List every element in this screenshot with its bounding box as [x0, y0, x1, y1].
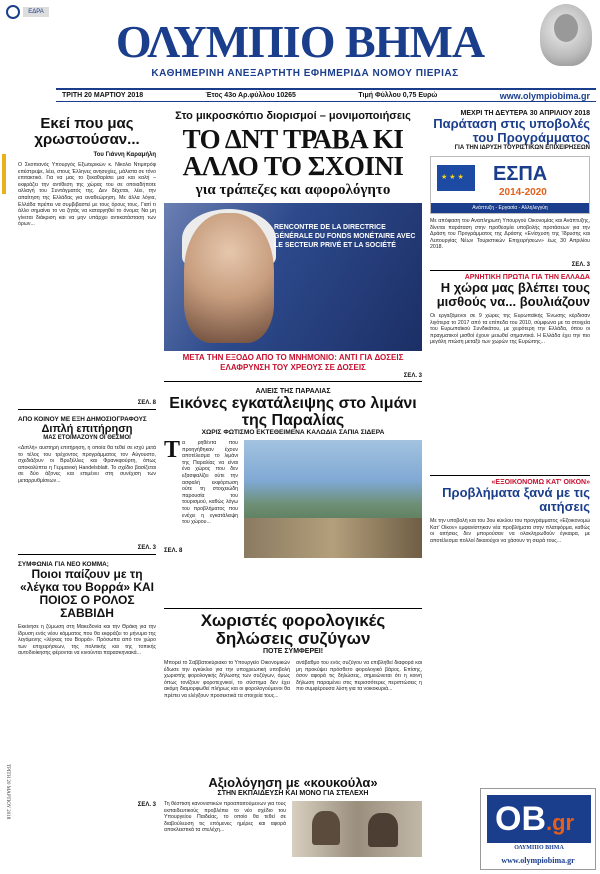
espa-band: Ανάπτυξη - Εργασία - Αλληλεγγύη — [431, 203, 589, 213]
story-title[interactable]: Παράταση στις υποβολές του Προγράμματος — [433, 116, 590, 145]
story-body: Τη θέσπιση κανονιστικών προαπαιτούμενων για τους εκπαιδευτικούς προβλέπει το νέο σχέδιο του Υπουργείου Παιδείας, το οποίο θα τεθεί σε διαβούλευση τις επόμενες ημέρες και αφορά αποκλειστικά τα στελέχη... — [164, 801, 286, 834]
story-kicker: ΑΡΝΗΤΙΚΗ ΠΡΩΤΙΑ ΓΙΑ ΤΗΝ ΕΛΛΑΔΑ — [464, 274, 590, 281]
statue-emblem-icon — [540, 4, 592, 66]
story-body: Με απόφαση του Αναπληρωτή Υπουργού Οικονομίας και Ανάπτυξης, δίνεται παράταση στην προθεσμία υποβολής προτάσεων για την Δράση του Προγράμματος της Δράσης «Ενίσχυση της Ίδρυσης και Λειτουργίας Νέων Τουριστικών Επιχειρήσεων» έως 30 Απριλίου 2018. — [430, 218, 590, 251]
story-subtitle: ΓΙΑ ΤΗΝ ΙΔΡΥΣΗ ΤΟΥΡΙΣΤΙΚΩΝ ΕΠΙΧΕΙΡΗΣΕΩΝ — [454, 145, 590, 151]
issue-number: Έτος 43ο Αρ.φύλλου 10265 — [205, 92, 296, 99]
opinion-body: Ο Σκοπιανός Υπουργός Εξωτερικών κ. Νίκολα Ντιμιτρόφ επέστρεψε, λέει, στους Έλληνες ανησυχίες, μάλιστα σε τόνο επιτακτικό. Για να μας το ξεκαθαρίσει μια και καλή – εκφράζει την αντίθεση της χώρας του σε οποιαδήποτε αλλαγή του Συντάγματός της. Δεν δέχεται, λέει, την απαίτηση της Ελλάδας για αναθεώρηση. Με άλλα λόγια, Ελλάδα πρέπει να συμβιβαστεί με τους όρους τους. Γιατί τι άλλο σημαίνει το να ζητάς να καταργηθεί το όνομα; Να μη γίνεται διάκριση και να μην υπάρχει αντικατάσταση των όρων... — [18, 162, 156, 228]
page-ref: ΣΕΛ. 8 — [164, 548, 183, 554]
lead-caption: ΜΕΤΑ ΤΗΝ ΕΞΟΔΟ ΑΠΟ ΤΟ ΜΝΗΜΟΝΙΟ: ΑΝΤΙ ΓΙΑ ΔΟΣΕΙΣ ΕΛΑΦΡΥΝΣΗ ΤΟΥ ΧΡΕΟΥΣ ΣΕ ΔΟΣΕΙΣ — [182, 353, 404, 372]
bottom-center — [164, 608, 422, 857]
story-text — [164, 437, 238, 558]
story-col-1: Μπορεί το Σαββατοκύριακο το Υπουργείο Οικονομικών έδωσε την εγκύκλιο για την υποχρεωτική υποβολή χωριστής φορολογικής δήλωσης των συζύγων, όμως όπως τονίζουν φοροτεχνικοί, το σύστημα δεν έχει ακόμη διαμορφωθεί πλήρως και οι φορολογούμενοι θα πρέπει να ελέγξουν προσεκτικά τα στοιχεία τους... — [164, 660, 290, 699]
story-body: «Διπλή» αυστηρή επιτήρηση, η οποία θα τεθεί σε ισχύ μετά το τέλος του τρέχοντος προγράμματος τον Αύγουστο, σχεδιάζουν οι Βρυξέλλες και Φρανκφούρτη, όπως αποκαλύπτει η Γερμανική Handelsblatt. Το σχέδιο βασίζεται σε δύο άξονες και επιμένει στη συνέχιση των μεταρρυθμίσεων... — [18, 445, 156, 484]
website-link[interactable]: www.olympiobima.gr — [499, 90, 590, 101]
ob-website[interactable]: www.olympiobima.gr — [501, 856, 575, 865]
story-title[interactable]: Διπλή επιτήρηση — [41, 423, 133, 435]
harbor-photo — [244, 440, 422, 558]
left-column — [18, 110, 156, 808]
divider — [430, 475, 590, 476]
eu-flag-icon — [437, 165, 475, 191]
circle-logo-icon — [6, 5, 20, 19]
story-kicker: «ΕΞΟΙΚΟΝΟΜΩ ΚΑΤ' ΟΙΚΟΝ» — [491, 479, 590, 486]
espa-logo: ΕΣΠΑ — [493, 163, 548, 185]
page-ref: ΣΕΛ. 8 — [137, 400, 156, 406]
story-subtitle: ΣΤΗΝ ΕΚΠΑΙΔΕΥΣΗ ΚΑΙ ΜΟΝΟ ΓΙΑ ΣΤΕΛΕΧΗ — [217, 790, 369, 797]
masthead — [70, 18, 530, 68]
side-color-mark — [2, 154, 6, 194]
story-body: Εκκίνησε η ζύμωση στη Μακεδονία και την Θράκη για την ίδρυση ενός νέου κόμματος που θα εκφράζει το μήνυμα της λεγόμενης «λέγκας του Βορρά». Πρόσωπα από τον χώρο των επιχειρήσεων, της πολιτικής και της τοπικής αυτοδιοίκησης φέρονται να κινούνται παρασκηνιακά... — [18, 624, 156, 657]
info-bar — [56, 88, 596, 102]
divider — [430, 270, 590, 271]
story-col-2: ανάβαθμο του ενός συζύγου να επιβληθεί διαφορά και μη προκύψει πρόσθετο φορολογικό βάρος. Επίσης, όσον αφορά τις δηλώσεις, σημειώνεται ότι η κοινή δήλωση παραμένει στις περισσότερες περιπτώσεις η πιο συμφέρουσα λύση για τα νοικοκυριά... — [296, 660, 422, 693]
photo-banner-text: RENCONTRE DE LA DIRECTRICE GÉNÉRALE DU FONDS MONÉTAIRE AVEC LE SECTEUR PRIVÉ ET LA SOCIÉTÉ — [274, 224, 416, 249]
small-logo — [6, 4, 66, 20]
opinion-title[interactable]: Εκεί που μας χρωστούσαν... — [34, 115, 140, 148]
story-kicker: ΜΕΧΡΙ ΤΗ ΔΕΥΤΕΡΑ 30 ΑΠΡΙΛΙΟΥ 2018 — [460, 110, 590, 117]
spine-text: ΤΡΙΤΗ 20 ΜΑΡΤΙΟΥ 2018 — [5, 764, 10, 820]
divider — [164, 608, 422, 609]
divider — [18, 554, 156, 555]
ob-promo-box[interactable] — [480, 788, 596, 870]
story-row — [164, 437, 422, 558]
story-subtitle: ΧΩΡΙΣ ΦΩΤΙΣΜΟ ΕΚΤΕΘΕΙΜΕΝΑ ΚΑΛΩΔΙΑ ΣΑΠΙΑ ΣΙΔΕΡΑ — [201, 429, 385, 436]
espa-years: 2014-2020 — [499, 187, 547, 198]
lead-photo — [164, 203, 422, 351]
story-title[interactable]: Η χώρα μας βλέπει τους μισθούς να... βουλιάζουν — [436, 280, 590, 309]
center-column — [164, 110, 422, 558]
story-body: Με την υποβολή και του 3ου κύκλου του προγράμματος «Εξοικονομώ Κατ' Οίκον» εμφανίστηκαν νέα προβλήματα στην πλατφόρμα, καθώς οι αιτήσεις δεν μπορούσαν να ολοκληρωθούν έγκαιρα, με αποτέλεσμα πολλοί δικαιούχοι να χάσουν τη σειρά τους... — [430, 518, 590, 544]
issue-price: Τιμή Φύλλου 0,75 Ευρώ — [358, 92, 438, 99]
story-title[interactable]: Αξιολόγηση με «κουκούλα» — [208, 775, 378, 790]
story-title[interactable]: Χωριστές φορολογικές δηλώσεις συζύγων — [200, 611, 386, 648]
dropcap: Τ — [164, 437, 181, 463]
newspaper-name: ΟΛΥΜΠΙΟ ΒΗΜΑ — [115, 16, 485, 67]
small-logo-text: ΕΔΡΑ — [23, 7, 49, 17]
right-column — [430, 110, 590, 684]
story-title[interactable]: Ποιοι παίζουν με τη «λέγκα του Βορρά» ΚΑΙ ΠΟΙΟΣ Ο ΡΟΛΟΣ ΣΑΒΒΙΔΗ — [19, 567, 154, 620]
story-title[interactable]: Εικόνες εγκατάλειψης στο λιμάνι της Παραλίας — [169, 395, 417, 429]
masthead-subtitle: ΚΑΘΗΜΕΡΙΝΗ ΑΝΕΞΑΡΤΗΤΗ ΕΦΗΜΕΡΙΔΑ ΝΟΜΟΥ ΠΙΕΡΙΑΣ — [151, 68, 459, 79]
classroom-photo — [292, 801, 422, 857]
story-subtitle: ΠΟΤΕ ΣΥΜΦΕΡΕΙ! — [262, 648, 324, 655]
lead-kicker: Στο μικροσκόπιο διορισμοί – μονιμοποιήσεις — [175, 110, 411, 122]
lead-subhead: για τράπεζες και αφορολόγητο — [195, 182, 391, 198]
divider — [164, 381, 422, 382]
two-column-text — [164, 660, 422, 768]
story-body: Οι εργαζόμενοι σε 9 χώρες της Ευρωπαϊκής Ένωσης κέρδισαν λιγότερα το 2017 από τα επίπεδα του 2010, σύμφωνα με τα στοιχεία του Ευρωπαϊκού Συνδικάτου, με χειρότερη την Ελλάδα, όπου οι πραγματικοί μισθοί έχουν μειωθεί σημαντικά. Η Ελλάδα έχει την πιο μεγάλη πτώση μεταξύ των χωρών της Ευρώπης... — [430, 313, 590, 346]
issue-date: ΤΡΙΤΗ 20 ΜΑΡΤΙΟΥ 2018 — [62, 92, 144, 99]
story-kicker: ΑΛΙΕΙΣ ΤΗΣ ΠΑΡΑΛΙΑΣ — [255, 388, 331, 395]
page-ref: ΣΕΛ. 3 — [137, 545, 156, 551]
page-ref: ΣΕΛ. 3 — [571, 262, 590, 268]
story-tag: ΑΠΟ ΚΟΙΝΟΥ ΜΕ ΕΞΗ ΔΗΜΟΣΙΟΓΡΑΦΟΥΣ — [18, 416, 147, 423]
ob-logo-suffix: .gr — [546, 810, 575, 835]
ob-label: ΟΛΥΜΠΙΟ ΒΗΜΑ — [514, 845, 564, 851]
harbor-rocks — [244, 518, 422, 558]
story-title[interactable]: Προβλήματα ξανά με τις αιτήσεις — [442, 485, 590, 514]
story-subtitle: ΜΑΣ ΕΤΟΙΜΑΖΟΥΝ ΟΙ ΘΕΣΜΟΙ — [43, 435, 131, 441]
ob-logo-text: OB — [495, 800, 546, 838]
story-body: α ρηθέντα που προηγήθηκαν έχουν αποτέλεσμα το λιμάνι της Παραλίας να είναι ένα χώρος που δεν εξασφαλίζει ούτε την ασφαλή εκφόρτωση ούτε τη στοιχειώδη παρουσία του τουρισμού, καθώς λόγω του προβλήματος που ενέχει η εγκατάλειψη του χώρου... — [182, 440, 238, 526]
lead-headline[interactable]: ΤΟ ΔΝΤ ΤΡΑΒΑ ΚΙ ΑΛΛΟ ΤΟ ΣΧΟΙΝΙ — [182, 124, 404, 181]
side-strip — [0, 104, 8, 794]
photo-face — [184, 213, 274, 343]
page-ref: ΣΕΛ. 3 — [137, 802, 156, 808]
espa-banner — [430, 156, 590, 214]
divider — [18, 409, 156, 410]
story-row — [164, 801, 422, 857]
ob-logo — [487, 795, 591, 843]
page-ref: ΣΕΛ. 3 — [403, 373, 422, 379]
opinion-author: Του Γιάννη Καραμήλη — [93, 152, 156, 158]
story-tag: ΣΥΜΦΩΝΙΑ ΓΙΑ ΝΕΟ ΚΟΜΜΑ; — [18, 561, 109, 568]
